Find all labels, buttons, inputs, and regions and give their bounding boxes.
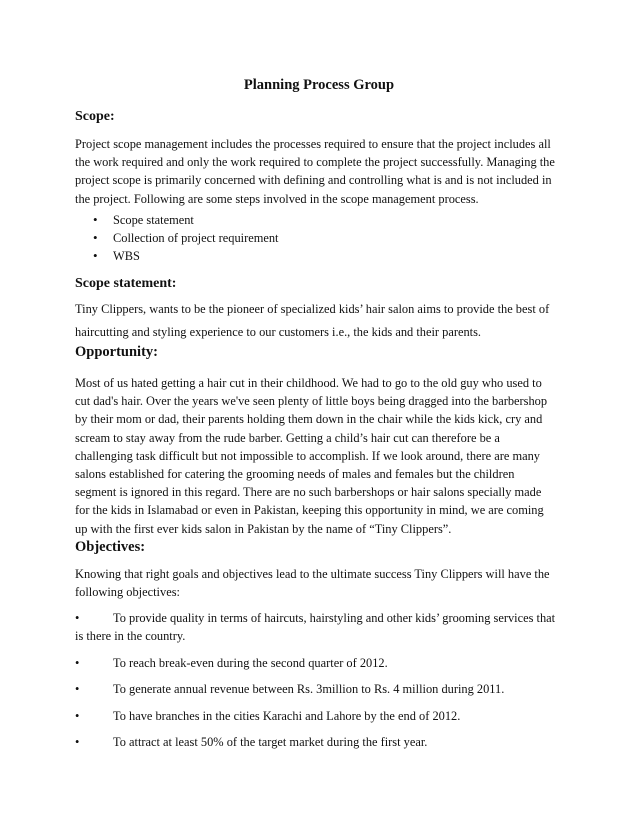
objectives-intro-line: following objectives:	[75, 585, 180, 600]
objective-text: To have branches in the cities Karachi and Lahore by the end of 2012.	[113, 709, 461, 723]
bullet-dot: •	[75, 709, 80, 723]
scope-line: Project scope management includes the processes required to ensure that the project includes all	[75, 137, 551, 151]
scope-statement-line: haircutting and styling experience to our customers i.e., the kids and their parents.	[75, 325, 482, 340]
objective-item	[75, 707, 567, 725]
bullet-dot: •	[93, 230, 98, 245]
objective-text: To provide quality in terms of haircuts, hairstyling and other kids’ grooming services that	[113, 611, 556, 625]
objective-item	[75, 609, 567, 645]
objective-item	[75, 733, 567, 751]
document-page: Planning Process Group Scope: Project scope management includes the processes required to ensure that the project includes all the work required and only the work required to complete the project successfully. Managing the project scope is primarily concerned with defining and controlling what is and is not included in the project. Following are some steps involved in the scope management process. • Scope statement • Collection of project requirement • WBS Scope statement: Tiny Clippers, wants to be the pioneer of specialized kids’ hair salon aims to provide the best of haircutting and styling experience to our customers i.e., the kids and their parents. Opportunity: Most of us hated getting a hair cut in their childhood. We had to go to the old guy who used to cut dad's hair. Over the years we've seen plenty of little boys being dragged into the barbershop by their mom or dad, their parents holding them down in the chair while the kids kick, cry and scream to stay away from the rude barber. Getting a child’s hair cut can therefore be a challenging task difficult but not impossible to accomplish. If we look around, there are many salons established for catering the grooming needs of males and females but the children segment is ignored in this regard. There are no such barbershops or hair salons specially made for the kids in Islamabad or even in Pakistan, keeping this opportunity in mind, we are coming up with the first ever kids salon in Pakistan by the name of “Tiny Clippers”. Objectives: Knowing that right goals and objectives lead to the ultimate success Tiny Clippers will have the following objectives: • To provide quality in terms of haircuts, hairstyling and other kids’ grooming services that is there in the country. • To reach break-even during the second quarter of 2012. • To generate annual revenue between Rs. 3million to Rs. 4 million during 2011. • To have branches in the cities Karachi and Lahore by the end of 2012. • To attract at least 50% of the target market during the first year.	[0, 0, 638, 826]
objective-text: To reach break-even during the second quarter of 2012.	[113, 656, 388, 670]
opportunity-line: up with the first ever kids salon in Pakistan by the name of “Tiny Clippers”.	[75, 521, 452, 536]
objectives-intro	[75, 565, 567, 601]
opportunity-line: challenging task difficult but not impossible to accomplish. If we look around, there are many	[75, 448, 540, 463]
scope-paragraph	[75, 135, 567, 208]
opportunity-heading: Opportunity:	[75, 344, 158, 360]
objective-item	[75, 680, 567, 698]
objective-text: To attract at least 50% of the target market during the first year.	[113, 735, 428, 749]
scope-line: project scope is primarily concerned with defining and controlling what is and is not included in	[75, 173, 552, 188]
opportunity-paragraph	[75, 374, 567, 538]
opportunity-line: salons established for catering the grooming needs of males and females but the children	[75, 467, 515, 482]
opportunity-line: cut dad's hair. Over the years we've seen plenty of little boys being dragged into the barbershop	[75, 394, 548, 409]
opportunity-line: for the kids in Islamabad or even in Pakistan, keeping this opportunity in mind, we are coming	[75, 503, 544, 518]
opportunity-line: by their mom or dad, their parents holding them down in the chair while the kids kick, cry and	[75, 412, 543, 427]
bullet-dot: •	[75, 682, 80, 696]
opportunity-line: scream to stay away from the rude barber. Getting a child’s hair cut can therefore be a	[75, 430, 500, 445]
objective-text-continued: is there in the country.	[75, 629, 186, 644]
opportunity-line: segment is ignored in this regard. There are no such barbershops or hair salons specially made	[75, 485, 542, 500]
opportunity-line: Most of us hated getting a hair cut in their childhood. We had to go to the old guy who used to	[75, 376, 542, 390]
objective-item	[75, 654, 567, 672]
page-title: Planning Process Group	[243, 77, 395, 93]
scope-line: the work required and only the work required to complete the project successfully. Managing the	[75, 155, 555, 170]
bullet-dot: •	[75, 735, 80, 749]
scope-line: the project. Following are some steps involved in the scope management process.	[75, 191, 479, 206]
scope-statement-line: Tiny Clippers, wants to be the pioneer of specialized kids’ hair salon aims to provide the best of	[75, 302, 550, 316]
bullet-dot: •	[93, 248, 98, 263]
bullet-dot: •	[75, 656, 80, 670]
scope-statement-heading: Scope statement:	[75, 276, 177, 291]
scope-statement-paragraph	[75, 300, 567, 341]
bullet-dot: •	[93, 212, 98, 227]
objectives-intro-line: Knowing that right goals and objectives lead to the ultimate success Tiny Clippers will have the	[75, 567, 550, 581]
scope-heading: Scope:	[75, 109, 115, 124]
bullet-dot: •	[75, 611, 80, 625]
objectives-heading: Objectives:	[75, 539, 146, 555]
objective-text: To generate annual revenue between Rs. 3million to Rs. 4 million during 2011.	[113, 682, 505, 696]
